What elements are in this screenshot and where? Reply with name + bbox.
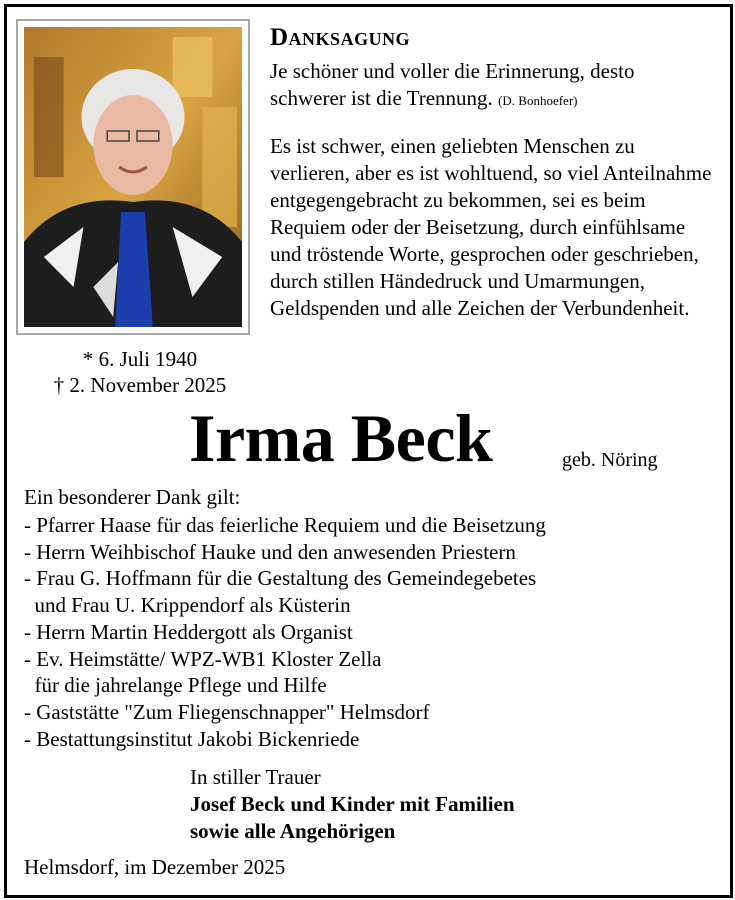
maiden-name: geb. Nöring <box>562 449 658 471</box>
death-date: † 2. November 2025 <box>53 373 227 397</box>
thanks-paragraph: Es ist schwer, einen geliebten Menschen zu verlieren, aber es ist wohltuend, so viel Anteilnahme entgegengebracht zu bekommen, sei es beim Requiem oder der Beisetzung, durch einfühlsame und tröstende Worte, gesprochen oder geschrieben, durch stillen Händedruck und Umarmungen, Geldspenden und alle Zeichen der Verbundenheit. <box>270 134 712 320</box>
list-item: und Frau U. Krippendorf als Küsterin <box>24 593 351 618</box>
mourning-relatives: sowie alle Angehörigen <box>190 819 396 843</box>
birth-date: * 6. Juli 1940 <box>82 347 198 371</box>
life-dates <box>20 346 260 398</box>
list-item: - Pfarrer Haase für das feierliche Requiem und die Beisetzung <box>24 513 546 537</box>
list-item: für die jahrelange Pflege und Hilfe <box>24 673 327 698</box>
portrait-photo <box>24 27 242 327</box>
list-item: - Ev. Heimstätte/ WPZ-WB1 Kloster Zella <box>24 646 382 671</box>
quote-source: (D. Bonhoefer) <box>498 93 578 108</box>
list-item: - Bestattungsinstitut Jakobi Bickenriede <box>24 726 360 751</box>
mourning-family: Josef Beck und Kinder mit Familien <box>190 792 515 816</box>
mourning-intro: In stiller Trauer <box>190 765 321 789</box>
deceased-name: Irma Beck <box>189 400 493 476</box>
thanks-list <box>24 512 546 752</box>
place-date: Helmsdorf, im Dezember 2025 <box>24 855 286 879</box>
quote-text: Je schöner und voller die Erinnerung, desto schwerer ist die Trennung. <box>270 59 635 110</box>
list-item: - Herrn Weihbischof Hauke und den anwesenden Priestern <box>24 539 516 564</box>
quote-block <box>270 58 710 114</box>
list-item: - Gaststätte "Zum Fliegenschnapper" Helmsdorf <box>24 699 430 724</box>
portrait-frame <box>16 19 250 335</box>
page-title: Danksagung <box>270 24 411 51</box>
mourning-block <box>190 764 515 845</box>
thanks-intro: Ein besonderer Dank gilt: <box>24 485 241 509</box>
list-item: - Herrn Martin Heddergott als Organist <box>24 619 353 644</box>
list-item: - Frau G. Hoffmann für die Gestaltung des Gemeindegebetes <box>24 566 537 591</box>
